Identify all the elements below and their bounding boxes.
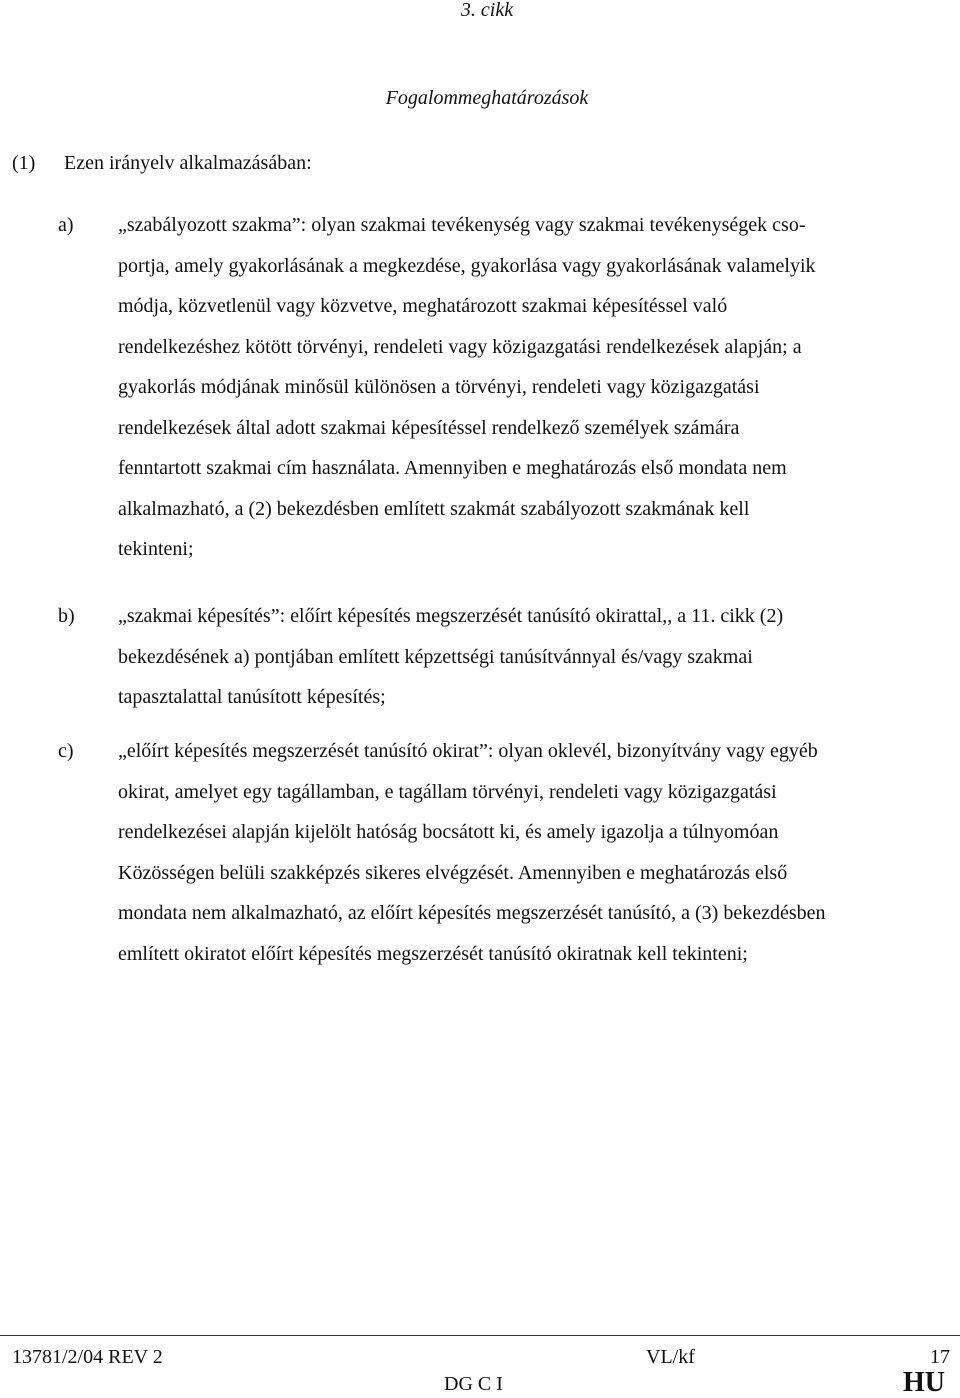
item-line: tekinteni; <box>118 538 194 560</box>
item-line: alkalmazható, a (2) bekezdésben említett szakmát szabályozott szakmának kell <box>118 497 750 520</box>
paragraph-intro-text: Ezen irányelv alkalmazásában: <box>64 152 312 174</box>
item-body <box>118 731 825 974</box>
language-code: HU <box>903 1367 945 1398</box>
item-body <box>118 205 816 570</box>
author-initials: VL/kf <box>646 1346 695 1368</box>
item-line: tapasztalattal tanúsított képesítés; <box>118 686 386 708</box>
item-marker: b) <box>58 605 75 627</box>
item-line: „szabályozott szakma”: olyan szakmai tevékenység vagy szakmai tevékenységek cso- <box>118 214 806 236</box>
item-marker: a) <box>58 214 74 236</box>
item-line: módja, közvetlenül vagy közvetve, meghatározott szakmai képesítéssel való <box>118 295 728 317</box>
item-line: mondata nem alkalmazható, az előírt képesítés megszerzését tanúsító, a (3) bekezdésben <box>118 902 826 924</box>
item-line: okirat, amelyet egy tagállamban, e tagállam törvényi, rendeleti vagy közigazgatási <box>118 780 777 803</box>
item-line: rendelkezések által adott szakmai képesítéssel rendelkező személyek számára <box>118 416 740 439</box>
item-line: fenntartott szakmai cím használata. Amennyiben e meghatározás első mondata nem <box>118 457 787 479</box>
footer-divider <box>0 1335 960 1336</box>
item-line: Közösségen belüli szakképzés sikeres elvégzését. Amennyiben e meghatározás első <box>118 861 788 884</box>
item-line: portja, amely gyakorlásának a megkezdése, gyakorlása vagy gyakorlásának valamelyik <box>118 254 816 277</box>
article-heading: Fogalommeghatározások <box>385 87 589 109</box>
item-line: bekezdésének a) pontjában említett képzettségi tanúsítvánnyal és/vagy szakmai <box>118 645 753 668</box>
paragraph-intro <box>12 151 312 175</box>
item-line: „előírt képesítés megszerzését tanúsító okirat”: olyan oklevél, bizonyítvány vagy egyéb <box>118 740 818 762</box>
item-line: rendelkezéshez kötött törvényi, rendeleti vagy közigazgatási rendelkezések alapján; a <box>118 335 802 358</box>
item-line: gyakorlás módjának minősül különösen a törvényi, rendeleti vagy közigazgatási <box>118 376 760 398</box>
item-body <box>118 596 783 718</box>
page-number: 17 <box>930 1346 950 1368</box>
item-line: rendelkezései alapján kijelölt hatóság bocsátott ki, és amely igazolja a túlnyomóan <box>118 821 779 843</box>
directorate-code: DG C I <box>444 1373 503 1395</box>
document-reference: 13781/2/04 REV 2 <box>12 1346 163 1368</box>
article-number: 3. cikk <box>460 0 514 21</box>
item-line: említett okiratot előírt képesítés megszerzését tanúsító okiratnak kell tekinteni; <box>118 942 748 965</box>
item-marker: c) <box>58 740 74 762</box>
item-line: „szakmai képesítés”: előírt képesítés megszerzését tanúsító okirattal,, a 11. cikk (2) <box>118 605 784 627</box>
paragraph-number: (1) <box>12 152 36 174</box>
